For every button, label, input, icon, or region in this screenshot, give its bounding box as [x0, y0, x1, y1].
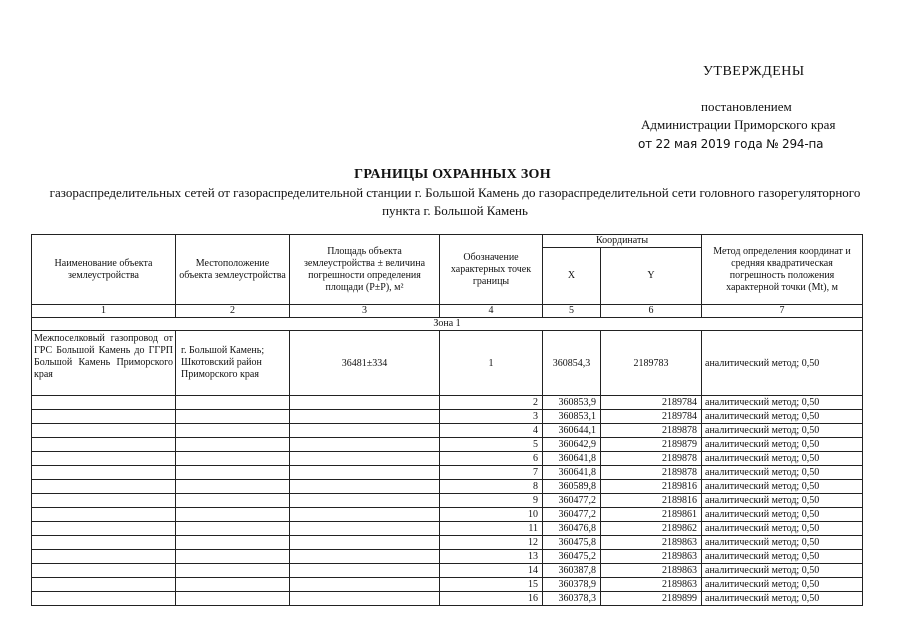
table-row: [32, 522, 863, 536]
col-number: 7: [702, 305, 863, 318]
col-number: 5: [543, 305, 601, 318]
cell-method: аналитический метод; 0,50: [702, 564, 863, 578]
cell-method: аналитический метод; 0,50: [702, 410, 863, 424]
cell-x: 360641,8: [543, 452, 601, 466]
cell-y: 2189899: [601, 592, 702, 606]
cell-y: 2189863: [601, 578, 702, 592]
cell-method: аналитический метод; 0,50: [702, 550, 863, 564]
cell-point: 9: [440, 494, 543, 508]
administration-label: Администрации Приморского края: [641, 117, 836, 132]
table-row: [32, 508, 863, 522]
cell-y: 2189784: [601, 396, 702, 410]
cell-area: [290, 564, 440, 578]
cell-area: [290, 480, 440, 494]
cell-x: 360644,1: [543, 424, 601, 438]
cell-area: [290, 522, 440, 536]
cell-y: 2189863: [601, 550, 702, 564]
cell-point: 1: [440, 331, 543, 396]
table-row: [32, 452, 863, 466]
cell-location: [176, 424, 290, 438]
cell-point: 2: [440, 396, 543, 410]
table-row: [32, 536, 863, 550]
cell-y: 2189863: [601, 564, 702, 578]
cell-method: аналитический метод; 0,50: [702, 452, 863, 466]
table-row: [32, 424, 863, 438]
cell-area: [290, 494, 440, 508]
cell-point: 5: [440, 438, 543, 452]
cell-point: 14: [440, 564, 543, 578]
cell-x: 360477,2: [543, 494, 601, 508]
header-area: Площадь объекта землеустройства ± величина погрешности определения площади (P±P), м²: [290, 235, 440, 305]
cell-method: аналитический метод; 0,50: [702, 592, 863, 606]
decree-label: постановлением: [701, 99, 792, 114]
cell-y: 2189861: [601, 508, 702, 522]
cell-location: [176, 536, 290, 550]
cell-point: 8: [440, 480, 543, 494]
cell-object-name: [32, 438, 176, 452]
cell-area: [290, 410, 440, 424]
col-number: 4: [440, 305, 543, 318]
cell-y: 2189878: [601, 452, 702, 466]
cell-object-name: [32, 452, 176, 466]
zone-label: Зона 1: [32, 318, 863, 331]
cell-location: [176, 564, 290, 578]
cell-area: [290, 452, 440, 466]
cell-object-name: [32, 466, 176, 480]
cell-y: 2189863: [601, 536, 702, 550]
cell-location: [176, 410, 290, 424]
cell-object-name: [32, 564, 176, 578]
cell-point: 7: [440, 466, 543, 480]
cell-area: [290, 466, 440, 480]
cell-object-name: [32, 550, 176, 564]
header-location: Местоположение объекта землеустройства: [176, 235, 290, 305]
cell-area: [290, 578, 440, 592]
cell-method: аналитический метод; 0,50: [702, 578, 863, 592]
cell-x: 360378,9: [543, 578, 601, 592]
cell-method: аналитический метод; 0,50: [702, 331, 863, 396]
cell-method: аналитический метод; 0,50: [702, 438, 863, 452]
cell-method: аналитический метод; 0,50: [702, 522, 863, 536]
cell-location: [176, 494, 290, 508]
table-row: [32, 438, 863, 452]
cell-y: 2189879: [601, 438, 702, 452]
table-row: [32, 564, 863, 578]
cell-object-name: [32, 592, 176, 606]
cell-object-name: [32, 578, 176, 592]
cell-object-name: [32, 536, 176, 550]
cell-point: 13: [440, 550, 543, 564]
cell-point: 6: [440, 452, 543, 466]
cell-object-name: [32, 424, 176, 438]
table-row: [32, 592, 863, 606]
cell-y: 2189878: [601, 424, 702, 438]
cell-location: г. Большой Камень; Шкотовский район Приморского края: [176, 331, 290, 396]
zones-table: [31, 234, 863, 606]
cell-location: [176, 480, 290, 494]
cell-area: [290, 550, 440, 564]
cell-y: 2189862: [601, 522, 702, 536]
cell-method: аналитический метод; 0,50: [702, 536, 863, 550]
table-row: [32, 466, 863, 480]
cell-point: 4: [440, 424, 543, 438]
document-subtitle: газораспределительных сетей от газораспределительной станции г. Большой Камень до газораспределительной сети головного газорегуляторного пункта г. Большой Камень: [49, 185, 861, 218]
cell-method: аналитический метод; 0,50: [702, 424, 863, 438]
table-row: [32, 480, 863, 494]
header-object-name: Наименование объекта землеустройства: [32, 235, 176, 305]
table-row: [32, 396, 863, 410]
cell-method: аналитический метод; 0,50: [702, 480, 863, 494]
cell-method: аналитический метод; 0,50: [702, 508, 863, 522]
cell-x: 360378,3: [543, 592, 601, 606]
cell-location: [176, 466, 290, 480]
cell-x: 360477,2: [543, 508, 601, 522]
cell-object-name: [32, 480, 176, 494]
decree-date-number: от 22 мая 2019 года № 294-па: [638, 137, 824, 151]
cell-point: 10: [440, 508, 543, 522]
cell-x: 360589,8: [543, 480, 601, 494]
cell-location: [176, 578, 290, 592]
cell-area: 36481±334: [290, 331, 440, 396]
cell-object-name: [32, 494, 176, 508]
cell-location: [176, 508, 290, 522]
cell-y: 2189784: [601, 410, 702, 424]
table-row: [32, 578, 863, 592]
cell-object-name: [32, 410, 176, 424]
table-row: [32, 550, 863, 564]
cell-x: 360853,1: [543, 410, 601, 424]
cell-method: аналитический метод; 0,50: [702, 396, 863, 410]
cell-area: [290, 508, 440, 522]
cell-area: [290, 424, 440, 438]
col-number: 6: [601, 305, 702, 318]
cell-point: 3: [440, 410, 543, 424]
cell-object-name: Межпоселковый газопровод от ГРС Большой Камень до ГГРП Большой Камень Приморского края: [32, 331, 176, 396]
col-number: 3: [290, 305, 440, 318]
col-number: 2: [176, 305, 290, 318]
header-y: Y: [601, 248, 702, 305]
cell-object-name: [32, 508, 176, 522]
cell-x: 360641,8: [543, 466, 601, 480]
cell-location: [176, 550, 290, 564]
document-title: ГРАНИЦЫ ОХРАННЫХ ЗОН: [354, 167, 551, 182]
header-points: Обозначение характерных точек границы: [440, 235, 543, 305]
cell-x: 360475,8: [543, 536, 601, 550]
cell-object-name: [32, 522, 176, 536]
cell-y: 2189816: [601, 494, 702, 508]
cell-area: [290, 438, 440, 452]
cell-location: [176, 396, 290, 410]
cell-location: [176, 522, 290, 536]
cell-x: 360387,8: [543, 564, 601, 578]
cell-area: [290, 536, 440, 550]
cell-area: [290, 592, 440, 606]
cell-method: аналитический метод; 0,50: [702, 494, 863, 508]
cell-x: 360854,3: [543, 331, 601, 396]
table-row: [32, 410, 863, 424]
cell-point: 16: [440, 592, 543, 606]
cell-method: аналитический метод; 0,50: [702, 466, 863, 480]
approved-label: УТВЕРЖДЕНЫ: [703, 64, 805, 79]
cell-y: 2189878: [601, 466, 702, 480]
col-number: 1: [32, 305, 176, 318]
cell-location: [176, 452, 290, 466]
header-x: X: [543, 248, 601, 305]
header-method: Метод определения координат и средняя квадратическая погрешность положения характерной точки (Mt), м: [702, 235, 863, 305]
cell-location: [176, 438, 290, 452]
cell-x: 360475,2: [543, 550, 601, 564]
cell-x: 360853,9: [543, 396, 601, 410]
cell-object-name: [32, 396, 176, 410]
table-row: [32, 331, 863, 396]
cell-y: 2189816: [601, 480, 702, 494]
cell-area: [290, 396, 440, 410]
cell-point: 15: [440, 578, 543, 592]
table-row: [32, 494, 863, 508]
cell-y: 2189783: [601, 331, 702, 396]
cell-point: 11: [440, 522, 543, 536]
header-coordinates: Координаты: [543, 235, 702, 248]
cell-location: [176, 592, 290, 606]
cell-x: 360642,9: [543, 438, 601, 452]
cell-x: 360476,8: [543, 522, 601, 536]
cell-point: 12: [440, 536, 543, 550]
